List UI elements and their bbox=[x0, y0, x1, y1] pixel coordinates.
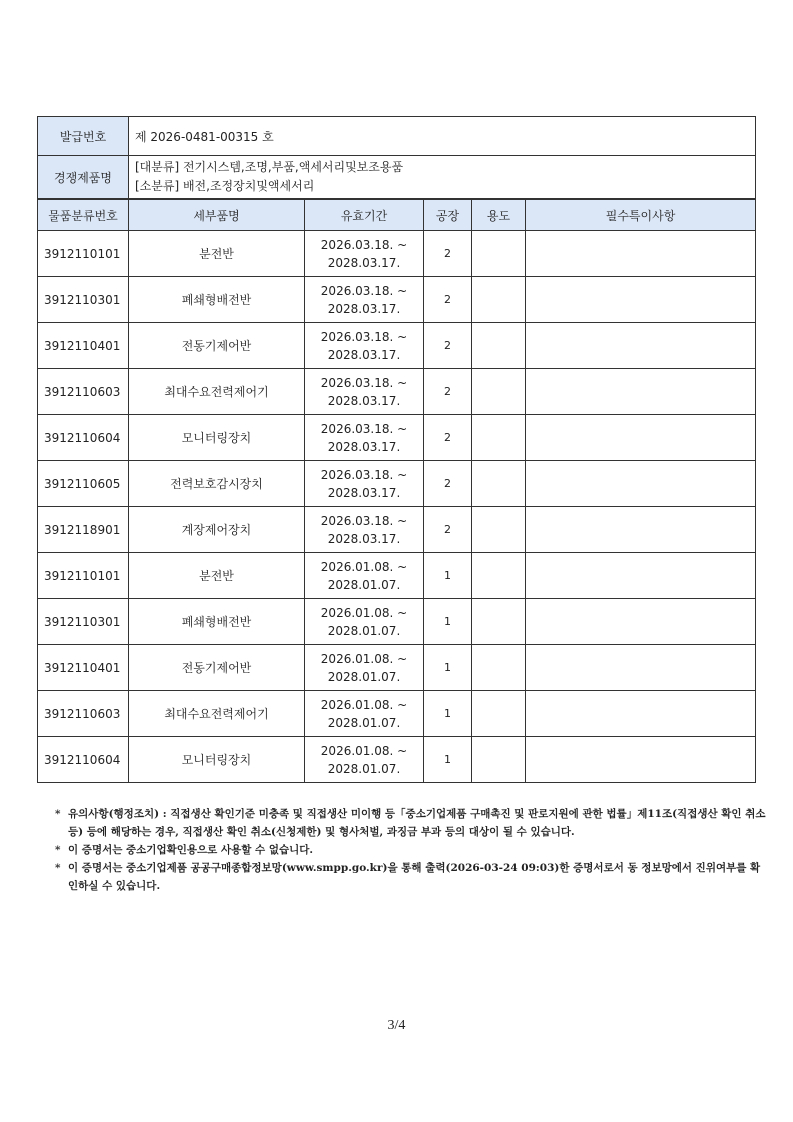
factory-cell: 2 bbox=[424, 461, 472, 507]
period-start: 2026.01.08. ~ bbox=[320, 559, 408, 574]
issue-number-row bbox=[38, 117, 756, 156]
validity-period-cell bbox=[305, 323, 424, 369]
validity-period-cell bbox=[305, 277, 424, 323]
period-start: 2026.03.18. ~ bbox=[320, 283, 408, 298]
page-number: 3/4 bbox=[387, 1018, 406, 1033]
col-header-period: 유효기간 bbox=[305, 199, 424, 231]
use-cell bbox=[472, 691, 526, 737]
use-cell bbox=[472, 415, 526, 461]
period-end: 2028.03.17. bbox=[327, 301, 401, 316]
special-note-cell bbox=[526, 691, 756, 737]
product-name-label: 경쟁제품명 bbox=[38, 156, 129, 200]
validity-period-cell bbox=[305, 507, 424, 553]
factory-cell: 2 bbox=[424, 277, 472, 323]
period-end: 2028.03.17. bbox=[327, 255, 401, 270]
product-name-cell: 모니터링장치 bbox=[129, 737, 305, 783]
period-start: 2026.03.18. ~ bbox=[320, 375, 408, 390]
period-start: 2026.03.18. ~ bbox=[320, 421, 408, 436]
table-row bbox=[38, 461, 756, 507]
special-note-cell bbox=[526, 461, 756, 507]
factory-cell: 1 bbox=[424, 645, 472, 691]
special-note-cell bbox=[526, 415, 756, 461]
validity-period-cell bbox=[305, 737, 424, 783]
period-start: 2026.01.08. ~ bbox=[320, 697, 408, 712]
period-end: 2028.01.07. bbox=[327, 577, 401, 592]
issue-number-value: 제 2026-0481-00315 호 bbox=[129, 117, 756, 156]
product-code-cell: 3912110401 bbox=[38, 323, 129, 369]
table-row bbox=[38, 691, 756, 737]
table-row bbox=[38, 599, 756, 645]
period-start: 2026.01.08. ~ bbox=[320, 651, 408, 666]
product-code-cell: 3912110301 bbox=[38, 277, 129, 323]
col-header-use: 용도 bbox=[472, 199, 526, 231]
factory-cell: 2 bbox=[424, 369, 472, 415]
factory-cell: 1 bbox=[424, 553, 472, 599]
product-code-cell: 3912110401 bbox=[38, 645, 129, 691]
product-code-cell: 3912110604 bbox=[38, 737, 129, 783]
special-note-cell bbox=[526, 645, 756, 691]
note-text: 이 증명서는 중소기업제품 공공구매종합정보망(www.smpp.go.kr)을 통해 출력(2026-03-24 09:03)한 증명서로서 동 정보망에서 진위여부를 확인하실 수 있습니다. bbox=[68, 862, 761, 892]
issue-number-label: 발급번호 bbox=[38, 117, 129, 156]
validity-period-cell bbox=[305, 369, 424, 415]
table-row bbox=[38, 553, 756, 599]
special-note-cell bbox=[526, 323, 756, 369]
major-category: [대분류] 전기시스템,조명,부품,액세서리및보조용품 bbox=[135, 160, 404, 174]
certificate-table bbox=[37, 116, 756, 783]
table-row bbox=[38, 369, 756, 415]
col-header-name: 세부품명 bbox=[129, 199, 305, 231]
period-start: 2026.03.18. ~ bbox=[320, 329, 408, 344]
note-item bbox=[55, 841, 767, 859]
factory-cell: 2 bbox=[424, 323, 472, 369]
product-name-cell: 전동기제어반 bbox=[129, 645, 305, 691]
special-note-cell bbox=[526, 507, 756, 553]
special-note-cell bbox=[526, 737, 756, 783]
period-end: 2028.01.07. bbox=[327, 715, 401, 730]
use-cell bbox=[472, 553, 526, 599]
period-end: 2028.03.17. bbox=[327, 485, 401, 500]
period-end: 2028.01.07. bbox=[327, 761, 401, 776]
product-name-cell: 모니터링장치 bbox=[129, 415, 305, 461]
validity-period-cell bbox=[305, 415, 424, 461]
use-cell bbox=[472, 737, 526, 783]
product-code-cell: 3912110603 bbox=[38, 691, 129, 737]
period-start: 2026.01.08. ~ bbox=[320, 743, 408, 758]
table-row bbox=[38, 415, 756, 461]
table-row bbox=[38, 737, 756, 783]
product-name-cell: 분전반 bbox=[129, 553, 305, 599]
factory-cell: 2 bbox=[424, 231, 472, 277]
period-start: 2026.03.18. ~ bbox=[320, 237, 408, 252]
table-row bbox=[38, 507, 756, 553]
product-name-cell: 최대수요전력제어기 bbox=[129, 369, 305, 415]
col-header-code: 물품분류번호 bbox=[38, 199, 129, 231]
product-name-cell: 분전반 bbox=[129, 231, 305, 277]
product-code-cell: 3912110605 bbox=[38, 461, 129, 507]
use-cell bbox=[472, 323, 526, 369]
minor-category: [소분류] 배전,조정장치및액세서리 bbox=[135, 179, 315, 193]
period-start: 2026.01.08. ~ bbox=[320, 605, 408, 620]
note-item bbox=[55, 805, 767, 841]
product-code-cell: 3912110604 bbox=[38, 415, 129, 461]
col-header-note: 필수특이사항 bbox=[526, 199, 756, 231]
note-text: 유의사항(행정조치) : 직접생산 확인기준 미충족 및 직접생산 미이행 등「중소기업제품 구매촉진 및 판로지원에 관한 법률」제11조(직접생산 확인 취소 등) 등에 해당하는 경우, 직접생산 확인 취소(신청제한) 및 형사처벌, 과징금 부과 등의 대상이 될 수 있습니다. bbox=[68, 808, 766, 838]
product-name-cell: 폐쇄형배전반 bbox=[129, 599, 305, 645]
period-end: 2028.01.07. bbox=[327, 669, 401, 684]
validity-period-cell bbox=[305, 691, 424, 737]
factory-cell: 1 bbox=[424, 599, 472, 645]
validity-period-cell bbox=[305, 645, 424, 691]
special-note-cell bbox=[526, 231, 756, 277]
table-row bbox=[38, 645, 756, 691]
use-cell bbox=[472, 277, 526, 323]
use-cell bbox=[472, 461, 526, 507]
validity-period-cell bbox=[305, 231, 424, 277]
product-code-cell: 3912110101 bbox=[38, 231, 129, 277]
table-row bbox=[38, 323, 756, 369]
product-name-cell: 전력보호감시장치 bbox=[129, 461, 305, 507]
product-name-cell: 계장제어장치 bbox=[129, 507, 305, 553]
product-name-cell: 폐쇄형배전반 bbox=[129, 277, 305, 323]
table-row bbox=[38, 231, 756, 277]
factory-cell: 2 bbox=[424, 507, 472, 553]
table-header-row bbox=[38, 199, 756, 231]
product-name-cell: 최대수요전력제어기 bbox=[129, 691, 305, 737]
period-end: 2028.01.07. bbox=[327, 623, 401, 638]
col-header-factory: 공장 bbox=[424, 199, 472, 231]
product-code-cell: 3912118901 bbox=[38, 507, 129, 553]
note-item bbox=[55, 859, 767, 895]
note-bullet: * bbox=[55, 808, 61, 820]
use-cell bbox=[472, 645, 526, 691]
product-code-cell: 3912110603 bbox=[38, 369, 129, 415]
special-note-cell bbox=[526, 553, 756, 599]
product-code-cell: 3912110101 bbox=[38, 553, 129, 599]
product-name-row bbox=[38, 156, 756, 200]
factory-cell: 1 bbox=[424, 691, 472, 737]
table-row bbox=[38, 277, 756, 323]
validity-period-cell bbox=[305, 553, 424, 599]
period-start: 2026.03.18. ~ bbox=[320, 467, 408, 482]
special-note-cell bbox=[526, 369, 756, 415]
use-cell bbox=[472, 599, 526, 645]
period-end: 2028.03.17. bbox=[327, 531, 401, 546]
validity-period-cell bbox=[305, 461, 424, 507]
factory-cell: 1 bbox=[424, 737, 472, 783]
period-end: 2028.03.17. bbox=[327, 439, 401, 454]
special-note-cell bbox=[526, 599, 756, 645]
product-name-cell: 전동기제어반 bbox=[129, 323, 305, 369]
use-cell bbox=[472, 507, 526, 553]
notes-section bbox=[55, 805, 767, 895]
period-end: 2028.03.17. bbox=[327, 347, 401, 362]
period-end: 2028.03.17. bbox=[327, 393, 401, 408]
note-bullet: * bbox=[55, 844, 61, 856]
validity-period-cell bbox=[305, 599, 424, 645]
factory-cell: 2 bbox=[424, 415, 472, 461]
product-code-cell: 3912110301 bbox=[38, 599, 129, 645]
product-category-cell bbox=[129, 156, 756, 200]
period-start: 2026.03.18. ~ bbox=[320, 513, 408, 528]
use-cell bbox=[472, 369, 526, 415]
note-text: 이 증명서는 중소기업확인용으로 사용할 수 없습니다. bbox=[68, 844, 314, 856]
use-cell bbox=[472, 231, 526, 277]
special-note-cell bbox=[526, 277, 756, 323]
note-bullet: * bbox=[55, 862, 61, 874]
